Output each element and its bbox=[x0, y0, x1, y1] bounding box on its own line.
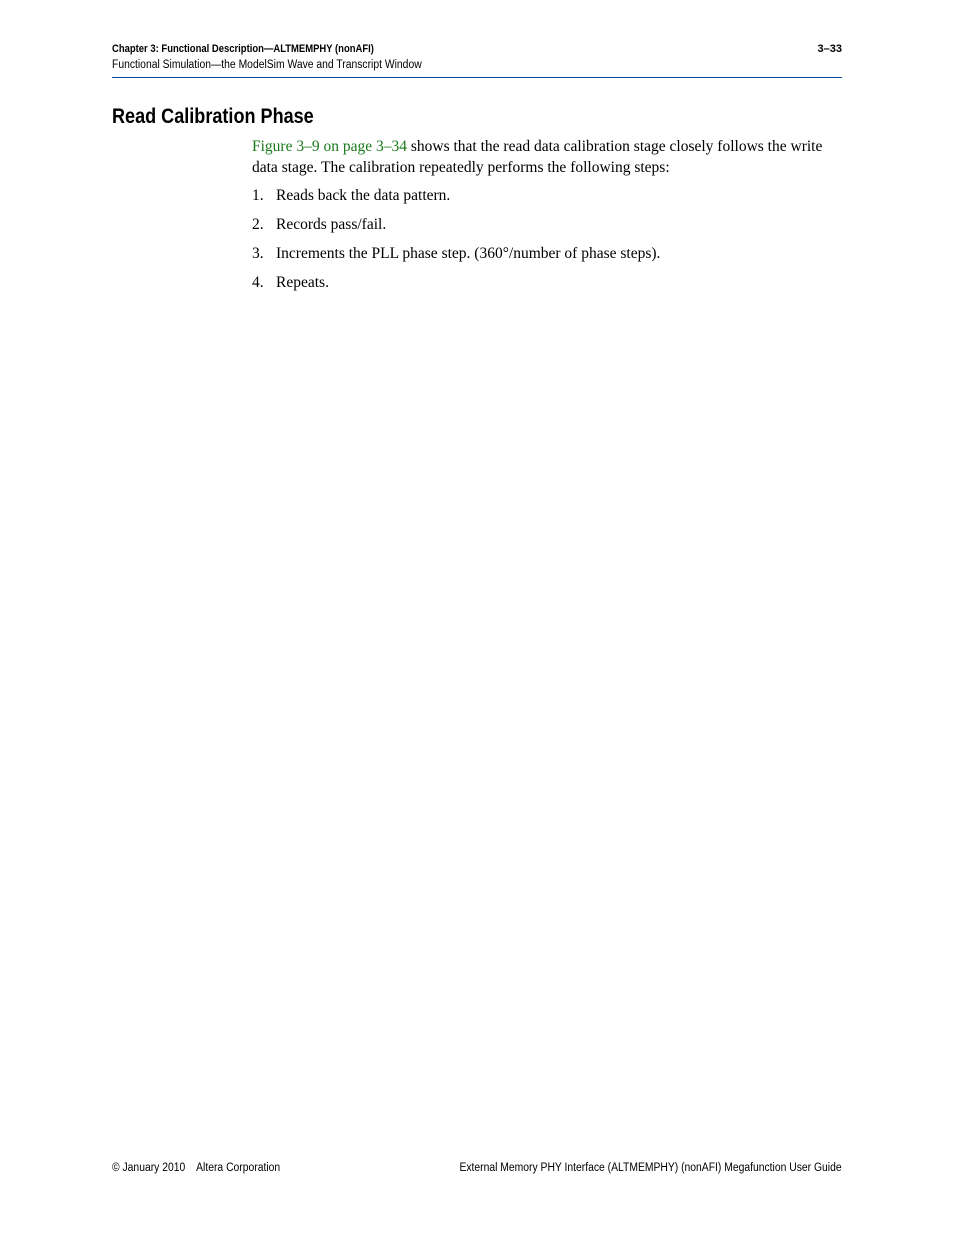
step-text: Records pass/fail. bbox=[276, 216, 387, 233]
intro-text: shows that the read data calibration stage closely follows the write data stage. The calibration repeatedly performs the following steps: bbox=[252, 138, 823, 176]
header-divider bbox=[112, 77, 842, 78]
step-text: Increments the PLL phase step. (360°/number of phase steps). bbox=[276, 245, 661, 262]
list-item bbox=[252, 244, 660, 273]
footer-copyright: © January 2010 Altera Corporation bbox=[112, 1162, 281, 1174]
footer-document-title: External Memory PHY Interface (ALTMEMPHY) (nonAFI) Megafunction User Guide bbox=[459, 1162, 842, 1174]
list-item bbox=[252, 186, 660, 215]
figure-cross-reference-link[interactable]: Figure 3–9 on page 3–34 bbox=[252, 138, 407, 155]
list-item bbox=[252, 273, 660, 302]
step-number: 4. bbox=[252, 274, 264, 291]
page-number: 3–33 bbox=[817, 43, 842, 55]
step-text: Repeats. bbox=[276, 274, 329, 291]
running-header-chapter: Chapter 3: Functional Description—ALTMEMPHY (nonAFI) bbox=[112, 43, 374, 55]
step-number: 2. bbox=[252, 216, 264, 233]
calibration-steps-list bbox=[252, 186, 660, 302]
intro-paragraph bbox=[252, 137, 844, 178]
step-number: 1. bbox=[252, 187, 264, 204]
running-header-section: Functional Simulation—the ModelSim Wave and Transcript Window bbox=[112, 59, 422, 71]
list-item bbox=[252, 215, 660, 244]
section-heading: Read Calibration Phase bbox=[112, 105, 314, 128]
step-text: Reads back the data pattern. bbox=[276, 187, 451, 204]
step-number: 3. bbox=[252, 245, 264, 262]
